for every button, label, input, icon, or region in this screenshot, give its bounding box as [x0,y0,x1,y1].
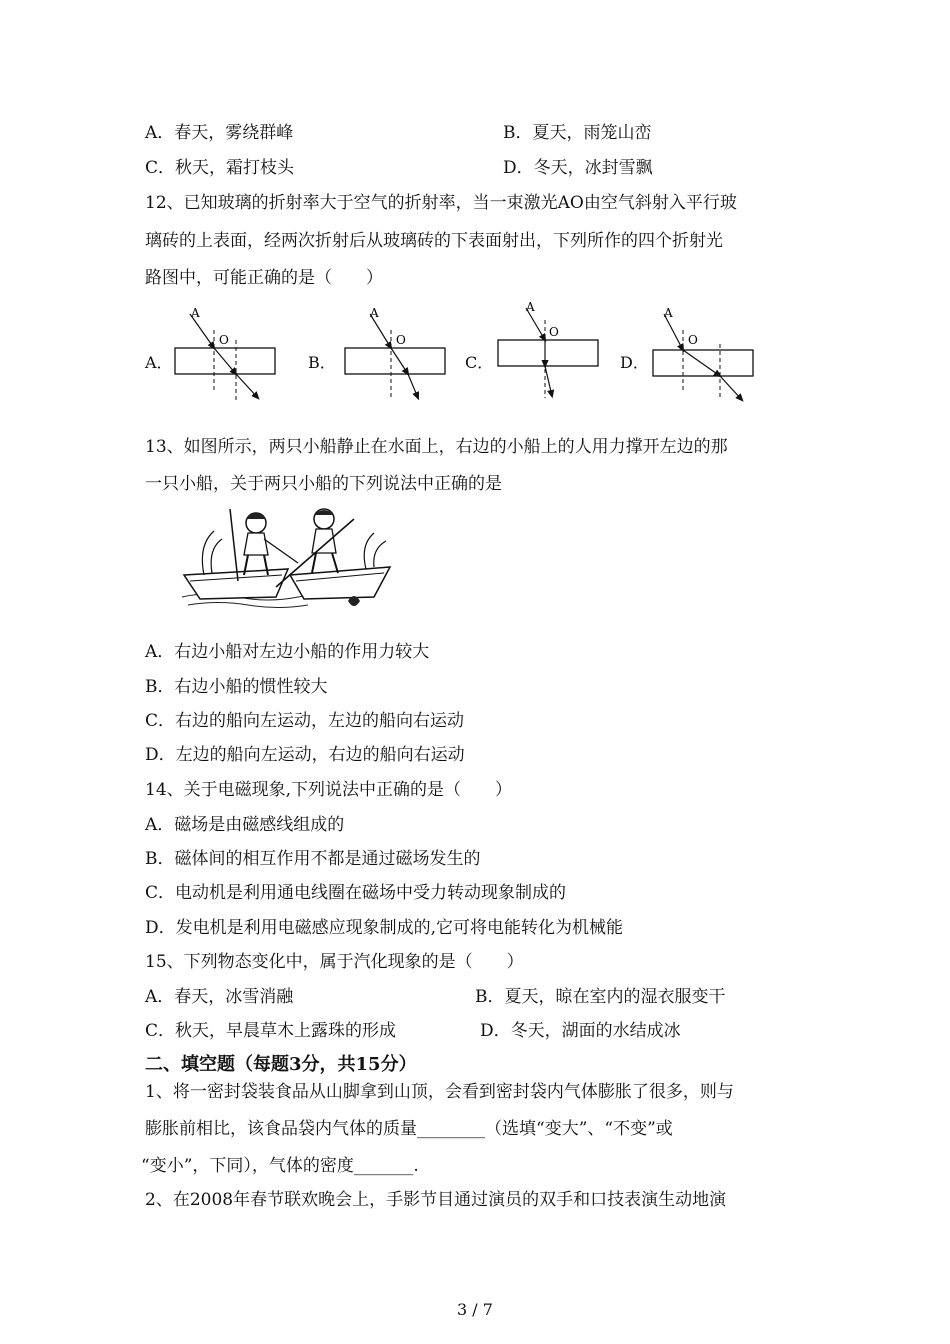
q12-diagram-b [345,306,445,400]
q15-option-c: C．秋天，早晨草木上露珠的形成 [145,1021,397,1041]
water-line [188,603,308,608]
q14-option-c: C．电动机是利用通电线圈在磁场中受力转动现象制成的 [145,883,567,903]
refracted-ray [391,348,408,374]
glass-brick [345,348,445,374]
point-a-label: A [526,300,535,314]
q11-option-d: D．冬天，冰封雪飘 [503,158,653,178]
right-child-hair [314,510,334,515]
reeds [202,531,386,575]
fill1-line1: 1、将一密封袋装食品从山脚拿到山顶，会看到密封袋内气体膨胀了很多，则与 [145,1082,734,1102]
emergent-ray [545,366,552,396]
point-a-label: A [191,306,200,320]
point-o-label: O [396,333,406,347]
q14-stem: 14、关于电磁现象,下列说法中正确的是（ ） [145,780,513,800]
q15-option-b: B．夏天，晾在室内的湿衣服变干 [475,987,726,1007]
point-o-label: O [549,325,559,339]
fill2-line1: 2、在2008年春节联欢晚会上，手影节目通过演员的双手和口技表演生动地演 [145,1190,727,1210]
q15-stem: 15、下列物态变化中，属于汽化现象的是（ ） [145,952,524,972]
q12-diagram-d [653,306,753,400]
q12-stem-line2: 璃砖的上表面，经两次折射后从玻璃砖的下表面射出，下列所作的四个折射光 [145,231,723,251]
q13-boats-illustration [178,505,393,617]
point-o-label: O [688,333,698,347]
right-child-body [312,529,336,553]
q12-stem-line1: 12、已知玻璃的折射率大于空气的折射率，当一束激光AO由空气斜射入平行玻 [145,193,737,213]
q11-option-b: B．夏天，雨笼山峦 [503,123,652,143]
q12-label-d: D． [620,353,649,372]
q11-option-c: C．秋天，霜打枝头 [145,158,295,178]
glass-brick [498,340,598,366]
point-a-label: A [664,306,673,320]
q12-label-b: B． [308,353,336,372]
q11-option-a: A．春天，雾绕群峰 [145,123,294,143]
q14-option-a: A．磁场是由磁感线组成的 [145,815,345,835]
emergent-ray [720,376,742,400]
q15-option-d: D．冬天，湖面的水结成冰 [480,1021,681,1041]
q12-label-a: A． [145,353,173,372]
emergent-ray [408,374,418,398]
q13-stem-line2: 一只小船，关于两只小船的下列说法中正确的是 [145,474,502,494]
q12-diagram-c [498,300,598,398]
q13-option-c: C．右边的船向左运动，左边的船向右运动 [145,711,465,731]
q13-option-a: A．右边小船对左边小船的作用力较大 [145,642,430,662]
q13-option-d: D．左边的船向左运动，右边的船向右运动 [145,745,465,765]
point-a-label: A [370,306,379,320]
refracted-ray [214,348,236,374]
left-child-arm [264,539,298,563]
emergent-ray [236,374,258,398]
q14-option-b: B．磁体间的相互作用不都是通过磁场发生的 [145,849,481,869]
glass-brick [653,350,753,376]
right-child-leg [332,553,338,573]
q12-refraction-diagrams [0,300,950,410]
refracted-ray [683,350,720,376]
right-boat [290,567,390,599]
left-child-hair [246,513,266,519]
page-number: 3 / 7 [457,1300,493,1319]
fill1-line3: “变小”，下同），气体的密度_______. [141,1156,419,1176]
q15-option-a: A．春天，冰雪消融 [145,987,294,1007]
section-heading: 二、填空题（每题3分，共15分） [145,1054,417,1075]
left-child-body [244,533,268,555]
point-o-label: O [219,333,229,347]
q13-stem-line1: 13、如图所示，两只小船静止在水面上，右边的小船上的人用力撑开左边的那 [145,437,728,457]
left-boat [184,569,288,599]
q13-option-b: B．右边小船的惯性较大 [145,677,328,697]
q12-label-c: C． [465,353,494,372]
left-pole [230,509,238,581]
q12-diagram-a [175,306,275,400]
q12-stem-line3: 路图中，可能正确的是（ ） [145,268,383,288]
q14-option-d: D．发电机是利用电磁感应现象制成的,它可将电能转化为机械能 [145,918,624,938]
fill1-line2: 膨胀前相比，该食品袋内气体的质量________（选填“变大”、“不变”或 [145,1119,673,1139]
